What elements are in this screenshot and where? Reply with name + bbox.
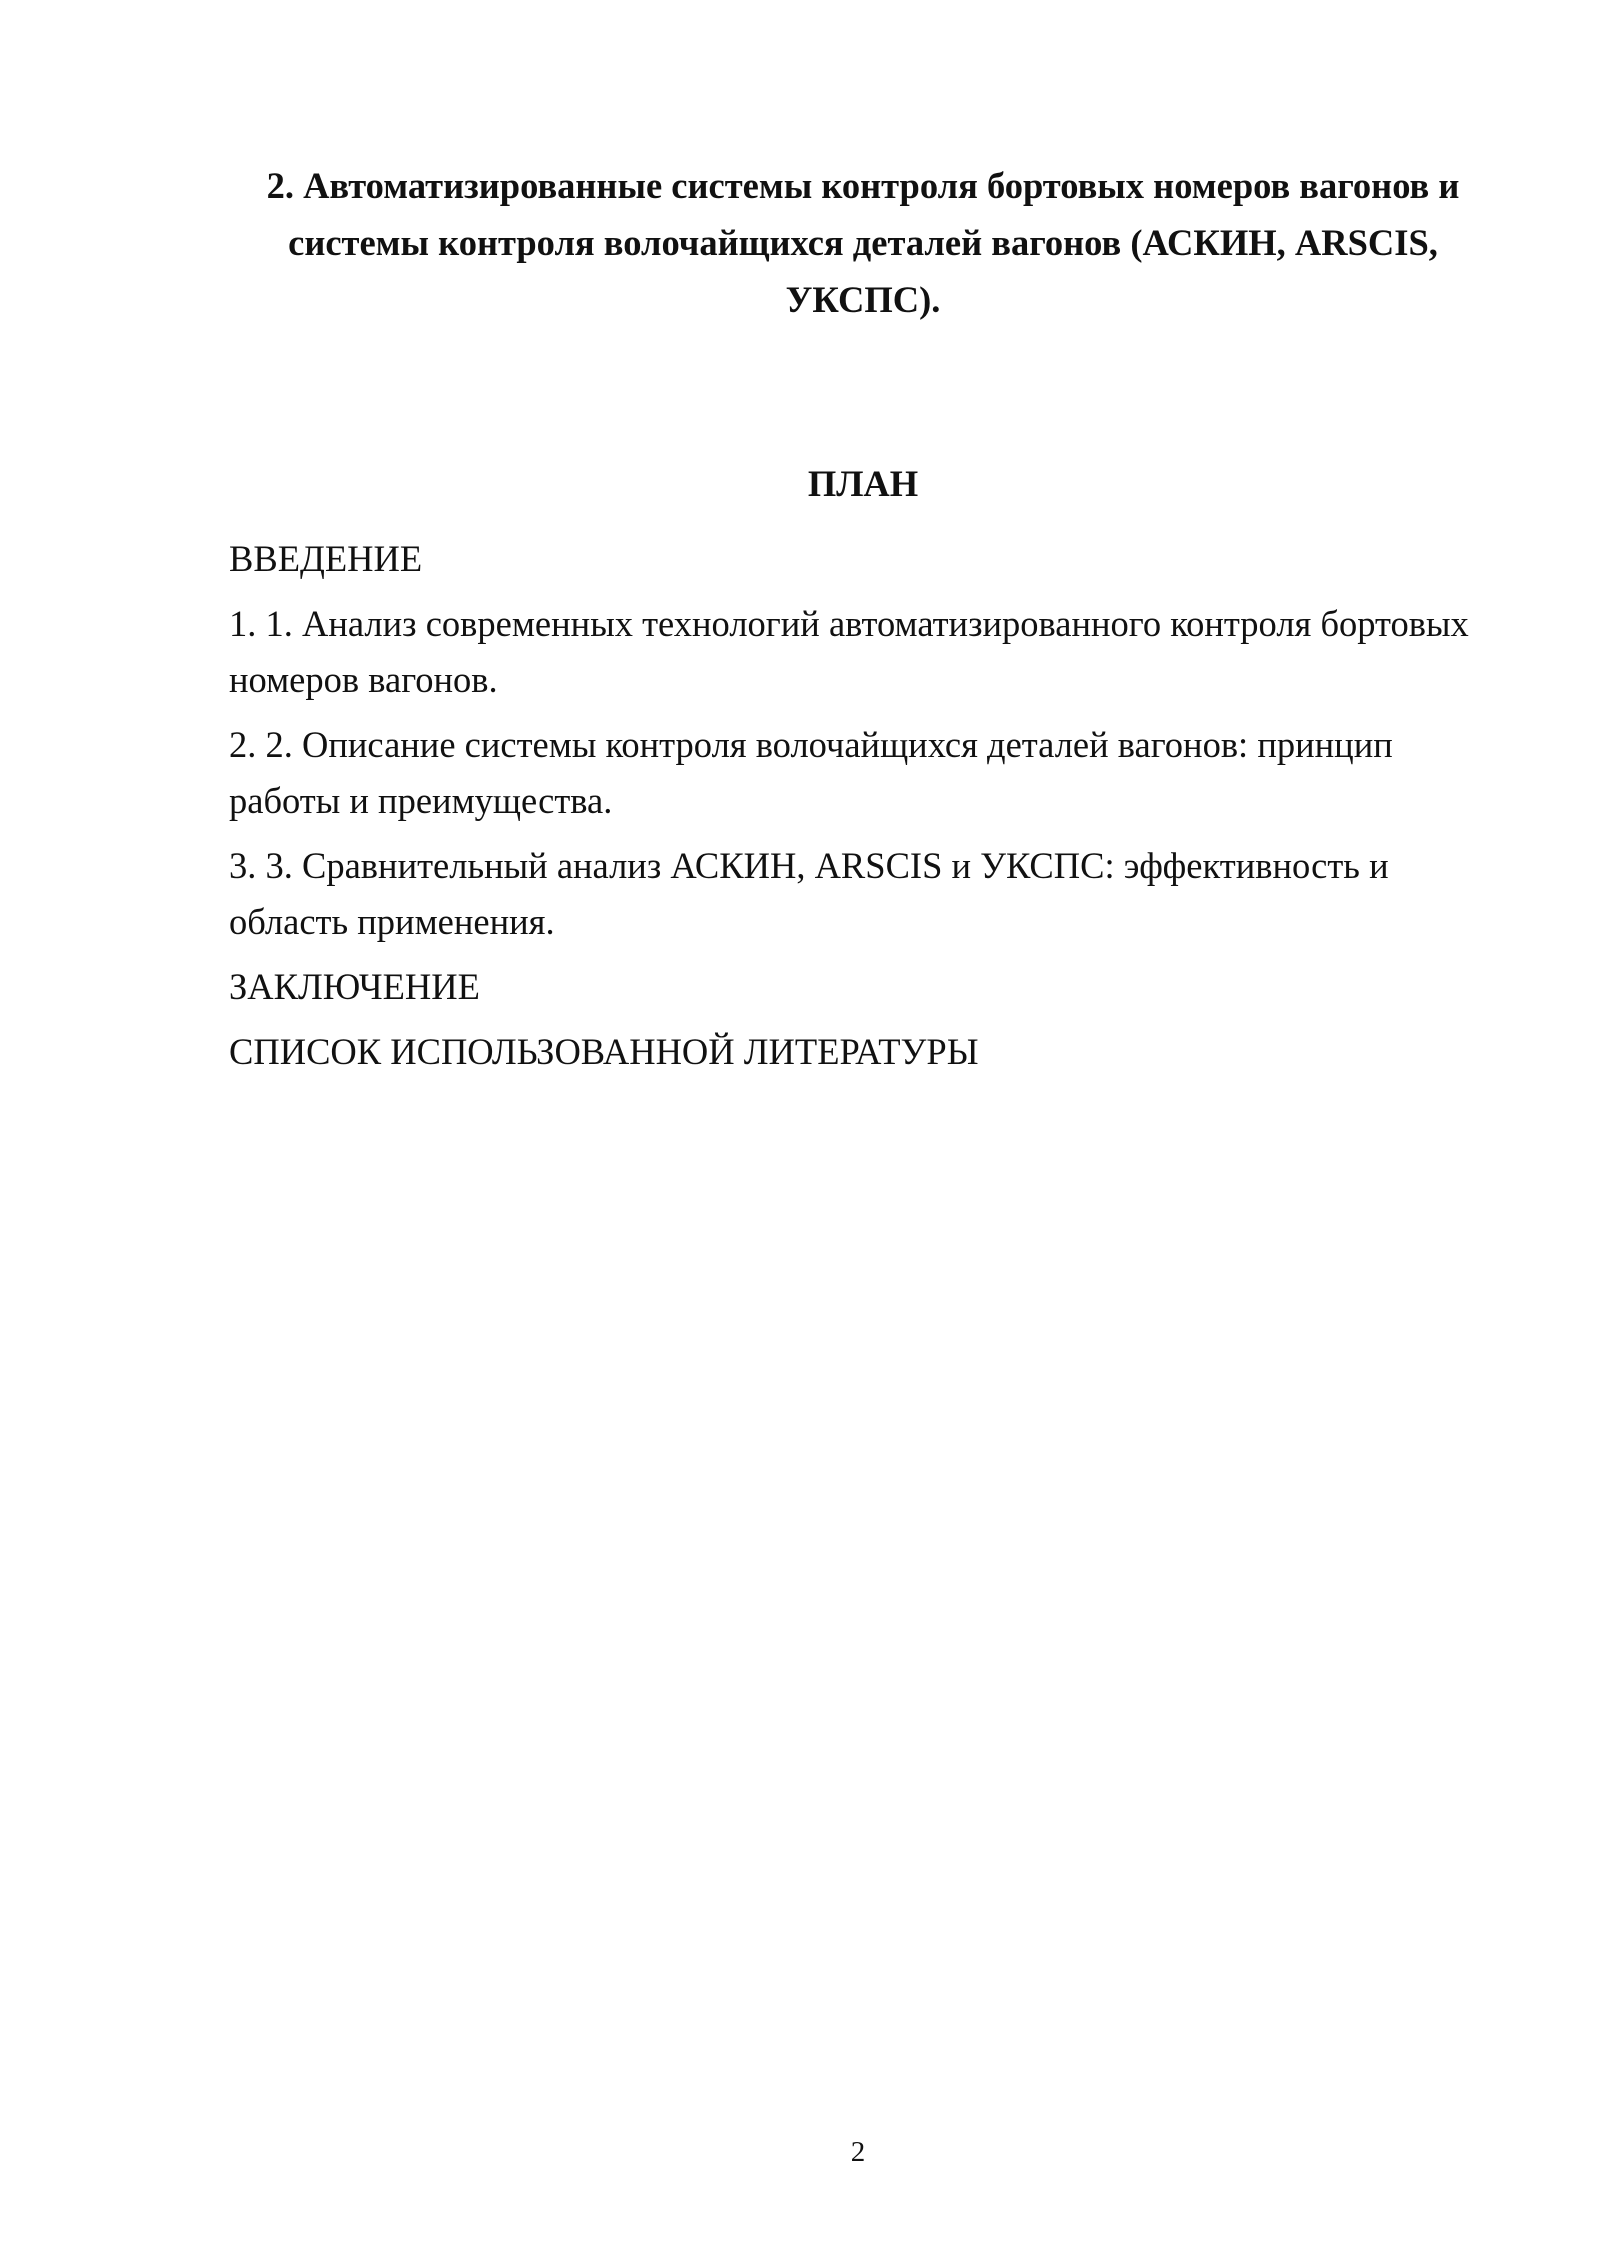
document-title: 2. Автоматизированные системы контроля бортовых номеров вагонов и системы контроля волочайщихся деталей вагонов (АСКИН, ARSCIS, УКСПС). — [266, 165, 1460, 320]
plan-heading: ПЛАН — [807, 463, 919, 504]
plan-item-conclusion: ЗАКЛЮЧЕНИЕ — [229, 966, 480, 1007]
plan-item-introduction: ВВЕДЕНИЕ — [229, 538, 423, 579]
plan-item-3: 3. 3. Сравнительный анализ АСКИН, ARSCIS и УКСПС: эффективность и область применения. — [229, 845, 1389, 942]
plan-list — [229, 531, 1497, 1089]
page-number: 2 — [850, 2136, 866, 2168]
plan-item-references: СПИСОК ИСПОЛЬЗОВАННОЙ ЛИТЕРАТУРЫ — [229, 1031, 979, 1072]
plan-item-1: 1. 1. Анализ современных технологий автоматизированного контроля бортовых номеров вагонов. — [229, 603, 1469, 700]
plan-item-2: 2. 2. Описание системы контроля волочайщихся деталей вагонов: принцип работы и преимущества. — [229, 724, 1393, 821]
